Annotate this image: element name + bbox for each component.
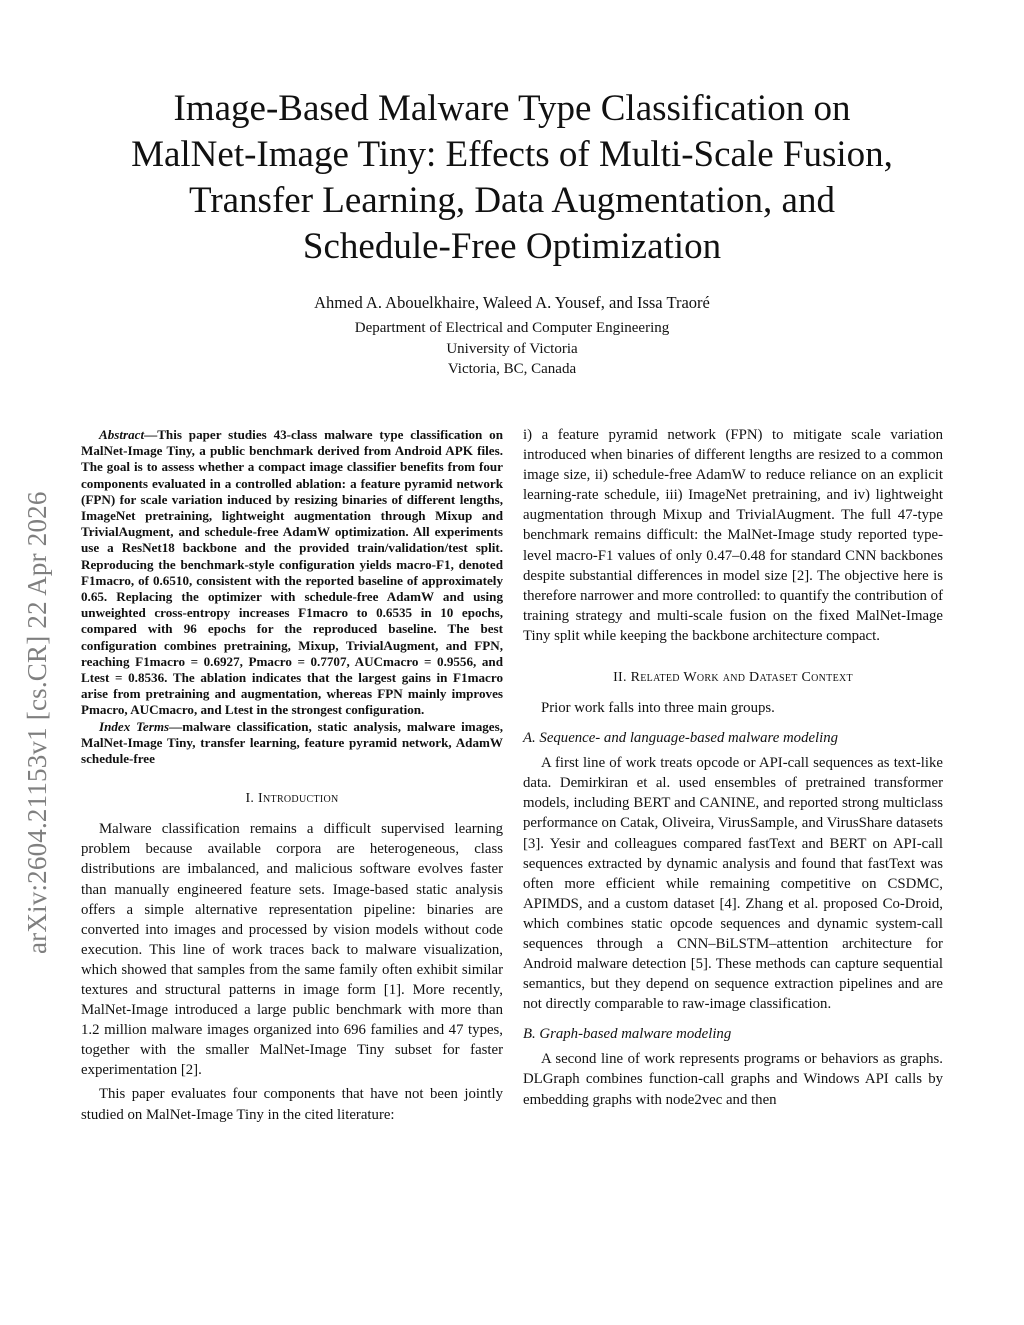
intro-paragraph: Malware classification remains a difficult supervised learning problem because available corpora are heterogeneous, class distributions are imbalanced, and malicious software evolves faster than manually engineered feature sets. Image-based static analysis offers a simple alternative representation pipeline: binaries are converted into images and processed by vision models without code execution. This line of work traces back to malware visualization, which showed that samples from the same family often exhibit similar textures and structural patterns in image form [1]. More recently, MalNet-Image introduced a large public benchmark with more than 1.2 million malware images organized into 696 families and 47 types, together with the smaller MalNet-Image Tiny subset for faster experimentation [2]. <box>81 821 503 1079</box>
abstract-label: Abstract <box>99 427 145 442</box>
left-column <box>81 427 503 1125</box>
section-title: Introduction <box>258 791 339 807</box>
title-line: Schedule-Free Optimization <box>302 226 722 267</box>
body-paragraph: A first line of work treats opcode or API-call sequences as text-like data. Demirkiran et al. used ensembles of pretrained transformer models, including BERT and CANINE, and reported strong multiclass performance on Catak, Oliveira, VirusSample, and VirusShare datasets [3]. Yesir and colleagues compared fastText and BERT on API-call sequences extracted by dynamic analysis and found that fastText was often more efficient while remaining competitive on CSDMC, APIMDS, and a custom dataset [4]. Zhang et al. proposed Co-Droid, which combines static opcode sequences and dynamic system-call sequences through a CNN–BiLSTM–attention architecture for Android malware detection [5]. These methods can capture sequential semantics, but they depend on sequence extraction pipelines and are not directly comparable to raw-image classification. <box>523 755 943 1013</box>
right-column <box>523 425 943 1110</box>
subsection-heading-a: A. Sequence- and language-based malware modeling <box>523 730 839 747</box>
affiliation <box>0 318 1024 380</box>
affiliation-line: Department of Electrical and Computer Engineering <box>354 320 670 336</box>
paper-title <box>80 86 944 270</box>
abstract <box>81 427 503 719</box>
title-line: Image-Based Malware Type Classification on <box>173 88 851 129</box>
arxiv-stamp: arXiv:2604.21153v1 [cs.CR] 22 Apr 2026 <box>22 491 52 954</box>
index-terms-text: —malware classification, static analysis, malware images, MalNet-Image Tiny, transfer learning, feature pyramid network, AdamW schedule-free <box>81 718 503 767</box>
affiliation-line: Victoria, BC, Canada <box>447 361 577 377</box>
section-heading-related-work <box>523 670 943 686</box>
body-paragraph: i) a feature pyramid network (FPN) to mitigate scale variation introduced when binaries of different lengths are resized to a common image size, ii) schedule-free AdamW to reduce reliance on an explicit learning-rate schedule, iii) ImageNet pretraining, and iv) lightweight augmentation through Mixup and TrivialAugment. The full 47-type benchmark remains difficult: the MalNet-Image study reported type-level macro-F1 values of only 0.47–0.48 for standard CNN backbones despite substantial differences in model size [2]. The objective here is therefore narrower and more controlled: to quantify the contribution of training strategy and multi-scale fusion on the fixed MalNet-Image Tiny split while keeping the backbone architecture compact. <box>523 427 943 644</box>
affiliation-line: University of Victoria <box>446 340 578 357</box>
subsection-heading-b: B. Graph-based malware modeling <box>523 1026 732 1043</box>
index-terms-label: Index Terms <box>99 718 170 734</box>
abstract-text: —This paper studies 43-class malware type classification on MalNet-Image Tiny, a public benchmark derived from Android APK files. The goal is to assess whether a compact image classifier benefits from four components evaluated in a controlled ablation: a feature pyramid network (FPN) for scale variation induced by resizing binaries of different lengths, ImageNet pretraining, lightweight augmentation through Mixup and TrivialAugment, and schedule-free AdamW optimization. All experiments use a ResNet18 backbone and the provided train/validation/test split. Reproducing the benchmark-style configuration yields macro-F1, denoted F1macro, of 0.6510, consistent with the reported baseline of approximately 0.65. Replacing the optimizer with schedule-free AdamW and using unweighted cross-entropy increases F1macro to 0.6535 in 10 epochs, compared with 96 epochs for the reproduced baseline. The best configuration combines pretraining, Mixup, TrivialAugment, and FPN, reaching F1macro = 0.6927, Pmacro = 0.7707, AUCmacro = 0.9556, and Ltest = 0.8536. The ablation indicates that the largest gains in F1macro arise from pretraining and augmentation, whereas FPN mainly improves Pmacro, AUCmacro, and Ltest in the strongest configuration. <box>81 427 503 718</box>
title-line: Transfer Learning, Data Augmentation, and <box>189 180 835 221</box>
intro-paragraph: This paper evaluates four components that have not been jointly studied on MalNet-Image Tiny in the cited literature: <box>81 1086 503 1123</box>
body-paragraph: A second line of work represents programs or behaviors as graphs. DLGraph combines function-call graphs and Windows API calls by embedding graphs with node2vec and then <box>523 1051 943 1108</box>
title-line: MalNet-Image Tiny: Effects of Multi-Scale Fusion, <box>131 134 893 175</box>
author-list: Ahmed A. Abouelkhaire, Waleed A. Yousef, and Issa Traoré <box>314 293 710 312</box>
body-paragraph: Prior work falls into three main groups. <box>541 700 775 717</box>
section-heading-introduction <box>81 791 503 807</box>
section-number: II. <box>613 670 627 686</box>
section-number: I. <box>245 791 255 807</box>
section-title: Related Work and Dataset Context <box>630 670 853 686</box>
index-terms <box>81 719 503 768</box>
